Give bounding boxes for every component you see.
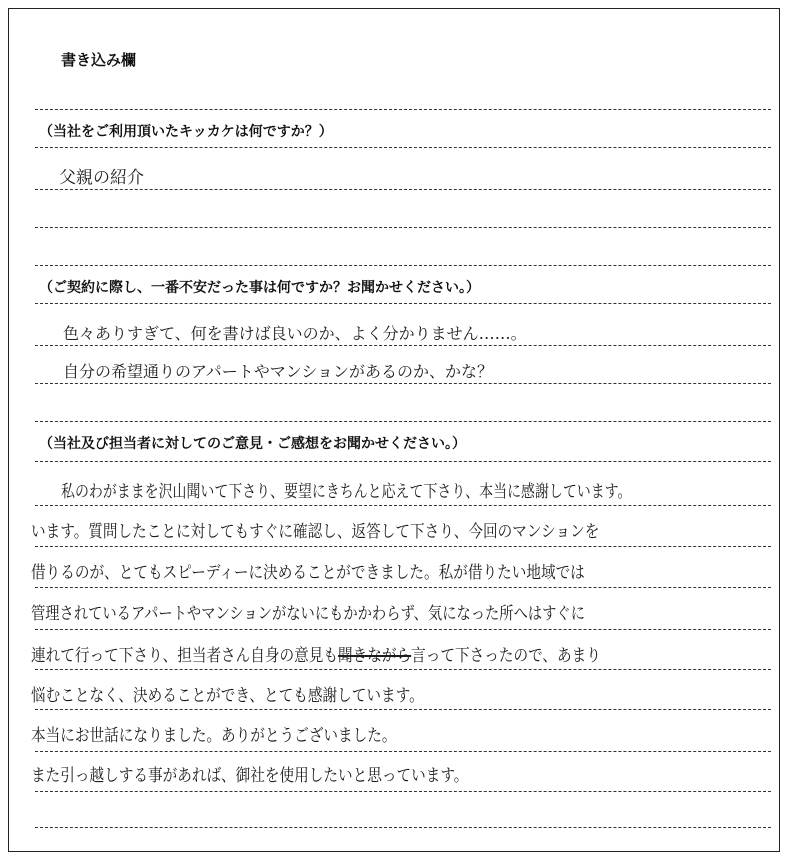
ruled-line <box>35 421 771 422</box>
ruled-line <box>35 265 771 266</box>
ruled-line <box>35 383 771 384</box>
ruled-line <box>35 669 771 670</box>
ruled-line <box>35 791 771 792</box>
answer-feedback-line: 本当にお世話になりました。ありがとうございました。 <box>31 726 397 746</box>
answer-feedback-line: います。質問したことに対してもすぐに確認し、返答して下さり、今回のマンションを <box>31 522 600 542</box>
handwritten-text: 連れて行って下さり、担当者さん自身の意見も <box>31 646 339 666</box>
ruled-line <box>35 109 771 110</box>
ruled-line <box>35 227 771 228</box>
question-trigger: （当社をご利用頂いたキッカケは何ですか？） <box>39 124 333 140</box>
ruled-line <box>35 709 771 710</box>
question-concern: （ご契約に際し、一番不安だった事は何ですか？お聞かせください。） <box>39 280 480 296</box>
answer-concern-line: 自分の希望通りのアパートやマンションがあるのか、かな？ <box>63 362 494 381</box>
ruled-line <box>35 189 771 190</box>
answer-feedback-line: 私のわがままを沢山聞いて下さり、要望にきちんと応えて下さり、本当に感謝しています。 <box>61 482 632 502</box>
answer-feedback-line <box>31 641 601 666</box>
ruled-line <box>35 345 771 346</box>
ruled-line <box>35 629 771 630</box>
ruled-line <box>35 587 771 588</box>
question-feedback: （当社及び担当者に対してのご意見・ご感想をお聞かせください。） <box>39 436 466 452</box>
answer-trigger-line: 父親の紹介 <box>59 168 144 188</box>
answer-feedback-line: 借りるのが、とてもスピーディーに決めることができました。私が借りたい地域では <box>31 563 585 583</box>
ruled-line <box>35 827 771 828</box>
ruled-line <box>35 546 771 547</box>
form-title: 書き込み欄 <box>61 51 137 69</box>
ruled-line <box>35 461 771 462</box>
handwritten-text: 言って下さったので、あまり <box>411 646 601 666</box>
answer-feedback-line: 管理されているアパートやマンションがないにもかかわらず、気になった所へはすぐに <box>31 604 585 624</box>
ruled-line <box>35 751 771 752</box>
answer-feedback-line: 悩むことなく、決めることができ、とても感謝しています。 <box>31 686 424 706</box>
answer-concern-line: 色々ありすぎて、何を書けば良いのか、よく分かりません……。 <box>63 324 527 343</box>
struck-through-text: 聞きながら <box>338 646 412 666</box>
ruled-line <box>35 147 771 148</box>
comment-form <box>8 8 780 852</box>
ruled-line <box>35 505 771 506</box>
answer-feedback-line: また引っ越しする事があれば、御社を使用したいと思っています。 <box>31 766 469 786</box>
ruled-line <box>35 303 771 304</box>
